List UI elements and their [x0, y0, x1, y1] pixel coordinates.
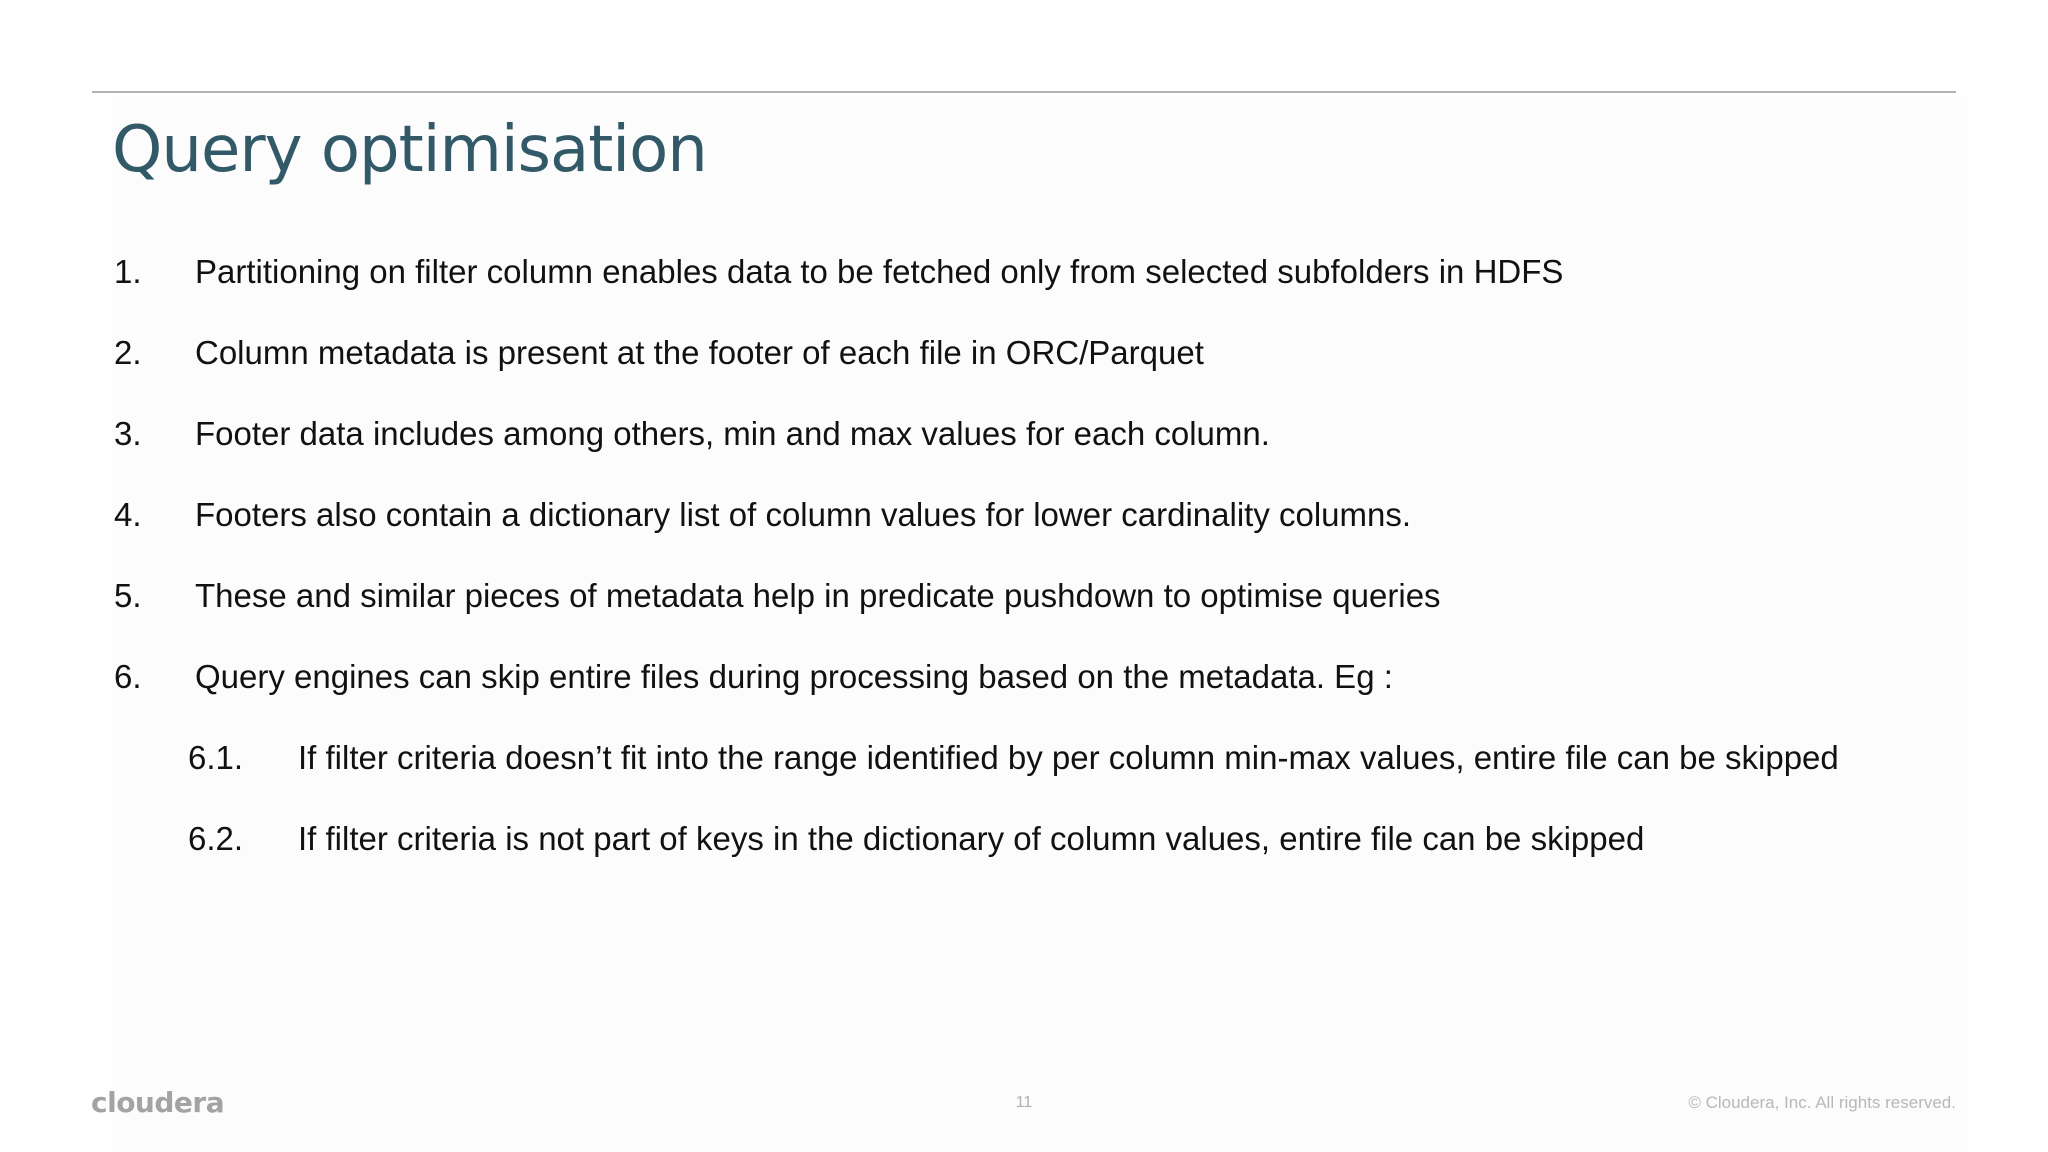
copyright-notice: © Cloudera, Inc. All rights reserved. — [1688, 1093, 1956, 1112]
sub-list-item-text: If filter criteria doesn’t fit into the range identified by per column min-max values, entire file can be skipped — [298, 739, 1839, 776]
page-number: 11 — [1015, 1094, 1033, 1111]
slide-title: Query optimisation — [112, 113, 707, 187]
top-divider — [92, 91, 1956, 93]
cloudera-logo: cloudera — [91, 1086, 225, 1119]
list-item-number: 2. — [114, 334, 142, 371]
list-item-text: Query engines can skip entire files during processing based on the metadata. Eg : — [195, 658, 1393, 695]
sub-list-item-number: 6.1. — [188, 739, 244, 776]
sub-list-item-text: If filter criteria is not part of keys in the dictionary of column values, entire file can be skipped — [298, 820, 1645, 857]
sub-list-item-number: 6.2. — [188, 820, 244, 857]
list-item-text: These and similar pieces of metadata help in predicate pushdown to optimise queries — [195, 577, 1441, 614]
list-item-number: 5. — [114, 577, 142, 614]
list-item-number: 3. — [114, 415, 142, 452]
list-item-number: 1. — [114, 253, 142, 290]
list-item-text: Column metadata is present at the footer of each file in ORC/Parquet — [195, 334, 1204, 371]
list-item-text: Footers also contain a dictionary list of column values for lower cardinality columns. — [195, 496, 1412, 533]
list-item-number: 4. — [114, 496, 142, 533]
list-item-text: Partitioning on filter column enables data to be fetched only from selected subfolders in HDFS — [195, 253, 1564, 290]
list-item-text: Footer data includes among others, min and max values for each column. — [195, 415, 1270, 452]
list-item-number: 6. — [114, 658, 142, 695]
